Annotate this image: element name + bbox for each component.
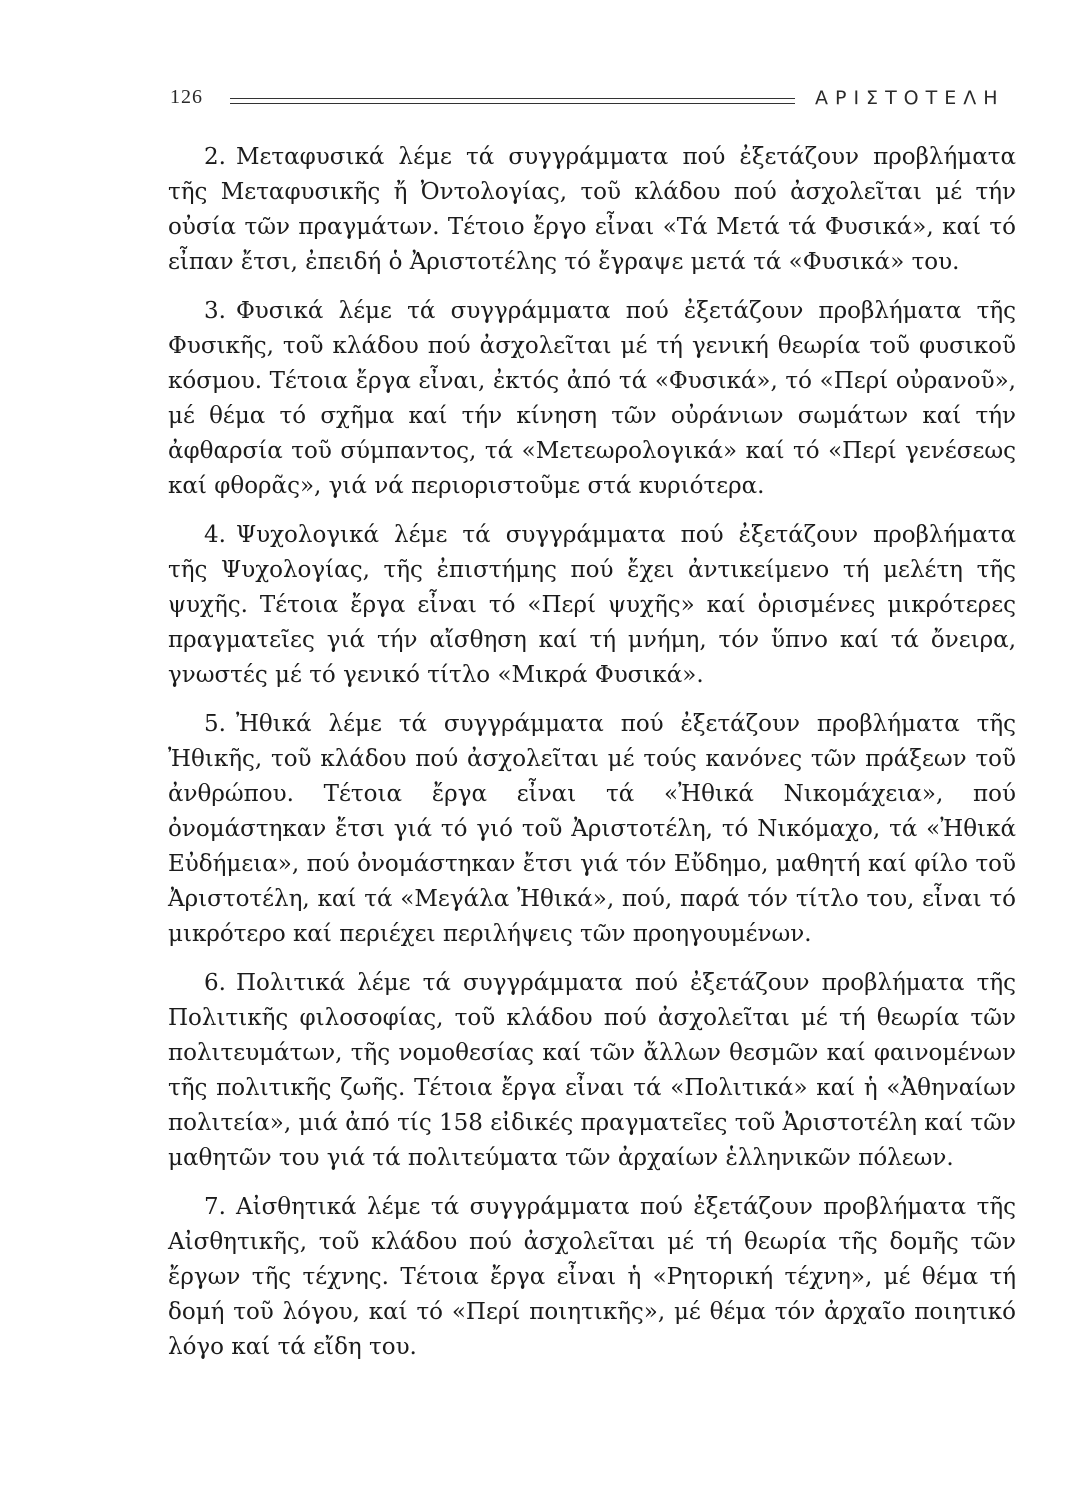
paragraph-text: Πολιτικά λέμε τά συγγράμματα πού ἐξετάζουν προβλήματα τῆς Πολιτικῆς φιλοσοφίας, τοῦ κλάδου πού ἀσχολεῖται μέ τή θεωρία τῶν πολιτευμάτων, τῆς νομοθεσίας καί τῶν ἄλλων θεσμῶν καί φαινομένων τῆς πολιτικῆς ζωῆς. Τέτοια ἔργα εἶναι τά «Πολιτικά» καί ἡ «Ἀθηναίων πολιτεία», μιά ἀπό τίς 158 εἰδικές πραγματεῖες τοῦ Ἀριστοτέλη καί τῶν μαθητῶν του γιά τά πολιτεύματα τῶν ἀρχαίων ἑλληνικῶν πόλεων. — [168, 970, 1016, 1171]
running-header — [170, 86, 1020, 116]
paragraph-number: 2. — [204, 144, 226, 170]
paragraph-aesthetics — [168, 1190, 1016, 1365]
paragraph-physics — [168, 294, 1016, 504]
paragraph-text: Μεταφυσικά λέμε τά συγγράμματα πού ἐξετάζουν προβλήματα τῆς Μεταφυσικῆς ἤ Ὀντολογίας, τοῦ κλάδου πού ἀσχολεῖται μέ τήν οὐσία τῶν πραγμάτων. Τέτοιο ἔργο εἶναι «Τά Μετά τά Φυσικά», καί τό εἶπαν ἔτσι, ἐπειδή ὁ Ἀριστοτέλης τό ἔγραψε μετά τά «Φυσικά» του. — [168, 144, 1016, 275]
paragraph-ethics — [168, 707, 1016, 952]
page-body — [168, 140, 1016, 1379]
paragraph-number: 4. — [204, 522, 226, 548]
header-double-rule — [230, 98, 795, 104]
paragraph-text: Φυσικά λέμε τά συγγράμματα πού ἐξετάζουν προβλήματα τῆς Φυσικῆς, τοῦ κλάδου πού ἀσχολεῖται μέ τή γενική θεωρία τοῦ φυσικοῦ κόσμου. Τέτοια ἔργα εἶναι, ἐκτός ἀπό τά «Φυσικά», τό «Περί οὐρανοῦ», μέ θέμα τό σχῆμα καί τήν κίνηση τῶν οὐράνιων σωμάτων καί τήν ἀφθαρσία τοῦ σύμπαντος, τά «Μετεωρολογικά» καί τό «Περί γενέσεως καί φθορᾶς», γιά νά περιοριστοῦμε στά κυριότερα. — [168, 298, 1016, 499]
running-title: ΑΡΙΣΤΟΤΕΛΗ — [815, 87, 1005, 109]
paragraph-number: 6. — [204, 970, 226, 996]
paragraph-text: Ψυχολογικά λέμε τά συγγράμματα πού ἐξετάζουν προβλήματα τῆς Ψυχολογίας, τῆς ἐπιστήμης πού ἔχει ἀντικείμενο τή μελέτη τῆς ψυχῆς. Τέτοια ἔργα εἶναι τό «Περί ψυχῆς» καί ὁρισμένες μικρότερες πραγματεῖες γιά τήν αἴσθηση καί τή μνήμη, τόν ὕπνο καί τά ὄνειρα, γνωστές μέ τό γενικό τίτλο «Μικρά Φυσικά». — [168, 522, 1016, 688]
paragraph-text: Ἠθικά λέμε τά συγγράμματα πού ἐξετάζουν προβλήματα τῆς Ἠθικῆς, τοῦ κλάδου πού ἀσχολεῖται μέ τούς κανόνες τῶν πράξεων τοῦ ἀνθρώπου. Τέτοια ἔργα εἶναι τά «Ἠθικά Νικομάχεια», πού ὀνομάστηκαν ἔτσι γιά τό γιό τοῦ Ἀριστοτέλη, τό Νικόμαχο, τά «Ἠθικά Εὐδήμεια», πού ὀνομάστηκαν ἔτσι γιά τόν Εὔδημο, μαθητή καί φίλο τοῦ Ἀριστοτέλη, καί τά «Μεγάλα Ἠθικά», πού, παρά τόν τίτλο του, εἶναι τό μικρότερο καί περιέχει περιλήψεις τῶν προηγουμένων. — [168, 711, 1016, 947]
page-number: 126 — [170, 86, 203, 108]
paragraph-number: 7. — [204, 1194, 226, 1220]
paragraph-politics — [168, 966, 1016, 1176]
paragraph-metaphysics — [168, 140, 1016, 280]
paragraph-number: 3. — [204, 298, 226, 324]
paragraph-psychology — [168, 518, 1016, 693]
paragraph-text: Αἰσθητικά λέμε τά συγγράμματα πού ἐξετάζουν προβλήματα τῆς Αἰσθητικῆς, τοῦ κλάδου πού ἀσχολεῖται μέ τή θεωρία τῆς δομῆς τῶν ἔργων τῆς τέχνης. Τέτοια ἔργα εἶναι ἡ «Ρητορική τέχνη», μέ θέμα τή δομή τοῦ λόγου, καί τό «Περί ποιητικῆς», μέ θέμα τόν ἀρχαῖο ποιητικό λόγο καί τά εἴδη του. — [168, 1194, 1016, 1360]
paragraph-number: 5. — [204, 711, 226, 737]
